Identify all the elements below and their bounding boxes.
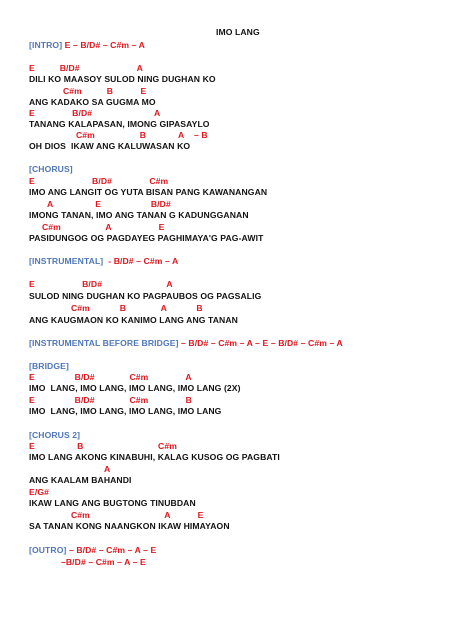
chorus2-lyric-line-4: SA TANAN KONG NAANGKON IKAW HIMAYAON xyxy=(29,521,230,531)
verse1-chord-line-4: C#m B A – B xyxy=(76,130,208,140)
instrumental-bridge-chords: – B/D# – C#m – A – E – B/D# – C#m – A xyxy=(178,338,343,348)
instrumental-label: [INSTRUMENTAL] xyxy=(29,256,104,266)
verse2-chord-line-2: C#m B A B xyxy=(71,303,203,313)
chorus2-lyric-line-2: ANG KAALAM BAHANDI xyxy=(29,475,132,485)
verse1-lyric-line-3: TANANG KALAPASAN, IMONG GIPASAYLO xyxy=(29,119,210,129)
chorus2-label: [CHORUS 2] xyxy=(29,430,81,440)
intro-chords: E – B/D# – C#m – A xyxy=(62,40,145,50)
chorus2-chord-line-3: E/G# xyxy=(29,487,49,497)
bridge-lyric-line-2: IMO LANG, IMO LANG, IMO LANG, IMO LANG xyxy=(29,406,222,416)
verse1-lyric-line-4: OH DIOS IKAW ANG KALUWASAN KO xyxy=(29,141,191,151)
intro-header xyxy=(29,40,145,50)
chorus-chord-line-2: A E B/D# xyxy=(47,199,171,209)
chorus-lyric-line-3: PASIDUNGOG OG PAGDAYEG PAGHIMAYA'G PAG-AWIT xyxy=(29,233,264,243)
outro-label: [OUTRO] xyxy=(29,545,67,555)
outro-chords: – B/D# – C#m – A – E xyxy=(66,545,157,555)
chorus2-chord-line-4: C#m A E xyxy=(71,510,204,520)
bridge-chord-line-1: E B/D# C#m A xyxy=(29,372,192,382)
chorus-lyric-line-1: IMO ANG LANGIT OG YUTA BISAN PANG KAWANANGAN xyxy=(29,187,268,197)
verse2-lyric-line-1: SULOD NING DUGHAN KO PAGPAUBOS OG PAGSALIG xyxy=(29,291,262,301)
verse1-chord-line-2: C#m B E xyxy=(63,86,147,96)
outro-chords-line-2: –B/D# – C#m – A – E xyxy=(61,557,146,567)
intro-label: [INTRO] xyxy=(29,40,63,50)
chorus2-chord-line-2: A xyxy=(104,464,111,474)
chorus-lyric-line-2: IMONG TANAN, IMO ANG TANAN G KADUNGGANAN xyxy=(29,210,249,220)
bridge-lyric-line-1: IMO LANG, IMO LANG, IMO LANG, IMO LANG (2X) xyxy=(29,383,241,393)
chorus2-chord-line-1: E B C#m xyxy=(29,441,177,451)
chorus2-lyric-line-1: IMO LANG AKONG KINABUHI, KALAG KUSOG OG PAGBATI xyxy=(29,452,280,462)
instrumental-bridge-header xyxy=(29,338,343,348)
chorus2-lyric-line-3: IKAW LANG ANG BUGTONG TINUBDAN xyxy=(29,498,196,508)
verse2-lyric-line-2: ANG KAUGMAON KO KANIMO LANG ANG TANAN xyxy=(29,315,238,325)
bridge-label: [BRIDGE] xyxy=(29,361,69,371)
instrumental-chords: - B/D# – C#m – A xyxy=(103,256,179,266)
instrumental-bridge-label: [INSTRUMENTAL BEFORE BRIDGE] xyxy=(29,338,179,348)
verse1-chord-line-3: E B/D# A xyxy=(29,108,161,118)
outro-header xyxy=(29,545,156,555)
instrumental-header xyxy=(29,256,178,266)
chorus-chord-line-1: E B/D# C#m xyxy=(29,176,169,186)
verse1-lyric-line-1: DILI KO MAASOY SULOD NING DUGHAN KO xyxy=(29,74,216,84)
verse1-chord-line-1: E B/D# A xyxy=(29,63,143,73)
verse1-lyric-line-2: ANG KADAKO SA GUGMA MO xyxy=(29,97,156,107)
song-title: IMO LANG xyxy=(216,27,260,37)
chorus-label: [CHORUS] xyxy=(29,164,73,174)
chorus-chord-line-3: C#m A E xyxy=(42,222,165,232)
verse2-chord-line-1: E B/D# A xyxy=(29,279,173,289)
bridge-chord-line-2: E B/D# C#m B xyxy=(29,395,192,405)
